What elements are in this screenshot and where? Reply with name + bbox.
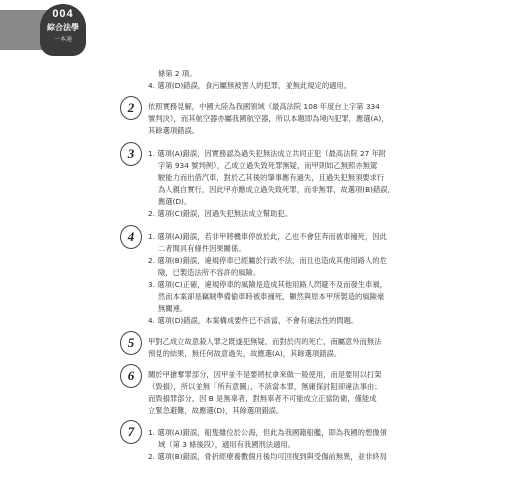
answer-line: 其餘選項錯誤。 xyxy=(148,126,200,135)
answer-line: 二者間具有條件因果關係。 xyxy=(158,244,246,253)
answer-line: 4. 選項(D)錯誤，食污屬無被害人的犯罪，並無此規定的適用。 xyxy=(148,81,352,90)
answer-line: 1. 選項(A)錯誤，船隻雖位於公海，但此為我國籍船艦，即為我國的想像領 xyxy=(148,428,387,437)
answer-line: （毀損），所以並無「所有意圖」，不該當本罪，無庸探討阻卻違法事由； xyxy=(148,382,382,391)
answer-line: 字第 934 號判例），乙成立過失致死罪無疑，而甲則如乙無照亦無駕 xyxy=(158,161,378,170)
answer-line: 2. 選項(C)錯誤，因過失犯無法成立幫助犯。 xyxy=(148,209,293,218)
answer-line: 然而本案卻是竊賊準備偷車時被車撞死，顯然與原本甲所製造的風險毫 xyxy=(158,292,385,301)
question-number-2: 2 xyxy=(120,96,142,120)
answer-line: 駛能力而出借汽車，對於乙其後的肇事應有過失，且過失犯無須要求行 xyxy=(158,173,385,182)
answer-line: 1. 選項(A)錯誤，因實務認為過失犯無法成立共同正犯（最高法院 27 年附 xyxy=(148,149,387,158)
answer-line: 預見的結果，無任何故意過失，故應選(A)，其餘選項錯誤。 xyxy=(148,349,342,358)
answer-line: 2. 選項(B)錯誤，違規停車已經屬於行政不法，而且也造成其他用路人的危 xyxy=(148,256,387,265)
badge-number: 004 xyxy=(52,8,74,20)
subject-title: 綜合法學 xyxy=(47,23,79,32)
question-number-3: 3 xyxy=(120,142,142,166)
answer-line: 為人親自實行，因此甲亦應成立過失致死罪，而非無罪，故選項(B)錯誤， xyxy=(158,185,395,194)
answer-line: 號判決），而其航空器亦屬我國航空器，所以本題即為境內犯罪，應選(A)， xyxy=(148,114,389,123)
subject-subtitle: 一本通 xyxy=(53,36,72,43)
answer-line: 條第 2 項。 xyxy=(158,69,197,78)
answer-line: 域（第 3 條後段），適用有我國刑法適用。 xyxy=(158,440,295,449)
question-number-5: 5 xyxy=(120,331,142,355)
answer-line: 甲對乙成立故意殺人罪之既遂犯無疑，而對於丙的死亡，南屬意外而無法 xyxy=(148,337,382,346)
answer-line: 立緊急避難，故應選(D)，其餘選項錯誤。 xyxy=(148,406,284,415)
answer-line: 關於甲搶奪罪部分，因甲並不是要將杖拿來做一般使用，而是要用以打架 xyxy=(148,370,382,379)
answer-line: 2. 選項(B)錯誤，骨折經療養數個月後均可回復到與受傷前無異，並非終局 xyxy=(148,452,387,461)
answer-line: 無關連。 xyxy=(158,304,188,313)
answer-line: 3. 選項(C)正確，違規停車的風險是造成其他用路人閃避不及而發生車禍， xyxy=(148,280,387,289)
question-number-7: 7 xyxy=(120,420,142,444)
answer-line: 1. 選項(A)錯誤，若非甲將機車停放於此，乙也不會狂奔而被車撞死，因此 xyxy=(148,232,387,241)
question-number-4: 4 xyxy=(120,225,142,249)
answer-line: 險，已製造法所不容許的風險。 xyxy=(158,268,261,277)
question-number-6: 6 xyxy=(120,364,142,388)
answer-line: 應選(D)。 xyxy=(158,197,192,206)
answer-line: 而毀損罪部分，因 B 是無辜者，對無辜者不可能成立正當防衛，僅能成 xyxy=(148,394,377,403)
answer-line: 依照實務見解，中國大陸為我國領域（最高法院 108 年度台上字第 334 xyxy=(148,102,380,111)
answer-line: 4. 選項(D)錯誤，本案構成要件已不該當，不會有違法性的問題。 xyxy=(148,316,359,325)
